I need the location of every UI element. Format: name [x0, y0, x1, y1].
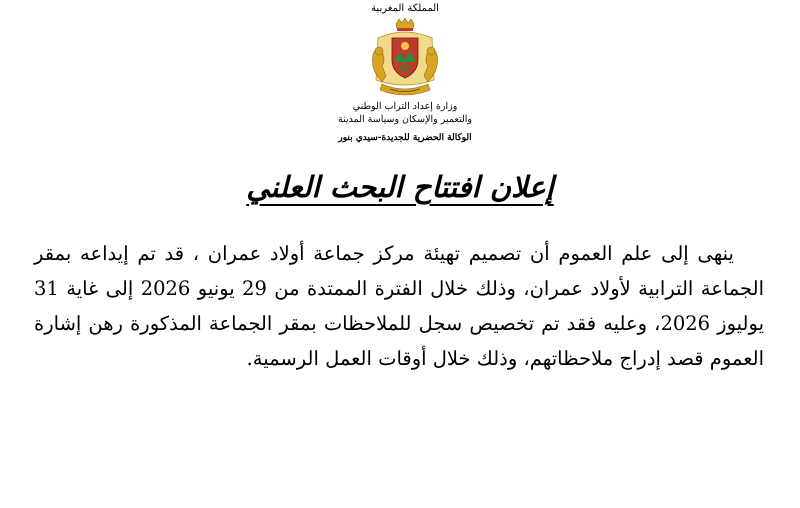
coat-of-arms-icon [368, 18, 442, 98]
ministry-name-line2: والتعمير والإسكان وسياسة المدينة [338, 114, 472, 125]
kingdom-name: المملكة المغربية [371, 3, 439, 14]
document-header [310, 2, 500, 145]
announcement-title: إعلان افتتاح البحث العلني [246, 170, 554, 204]
ministry-name-line1: وزارة إعداد التراب الوطني [352, 101, 458, 112]
agency-name: الوكالة الحضرية للجديدة-سيدي بنور [338, 133, 472, 143]
announcement-body: ينهى إلى علم العموم أن تصميم تهيئة مركز جماعة أولاد عمران ، قد تم إيداعه بمقر الجماعة الترابية لأولاد عمران، وذلك خلال الفترة الممتدة من 29 يونيو 2026 إلى غاية 31 يوليوز 2026، وعليه فقد تم تخصيص سجل للملاحظات بمقر الجماعة المذكورة رهن إشارة العموم قصد إدراج ملاحظاتهم، وذلك خلال أوقات العمل الرسمية. [34, 242, 765, 370]
